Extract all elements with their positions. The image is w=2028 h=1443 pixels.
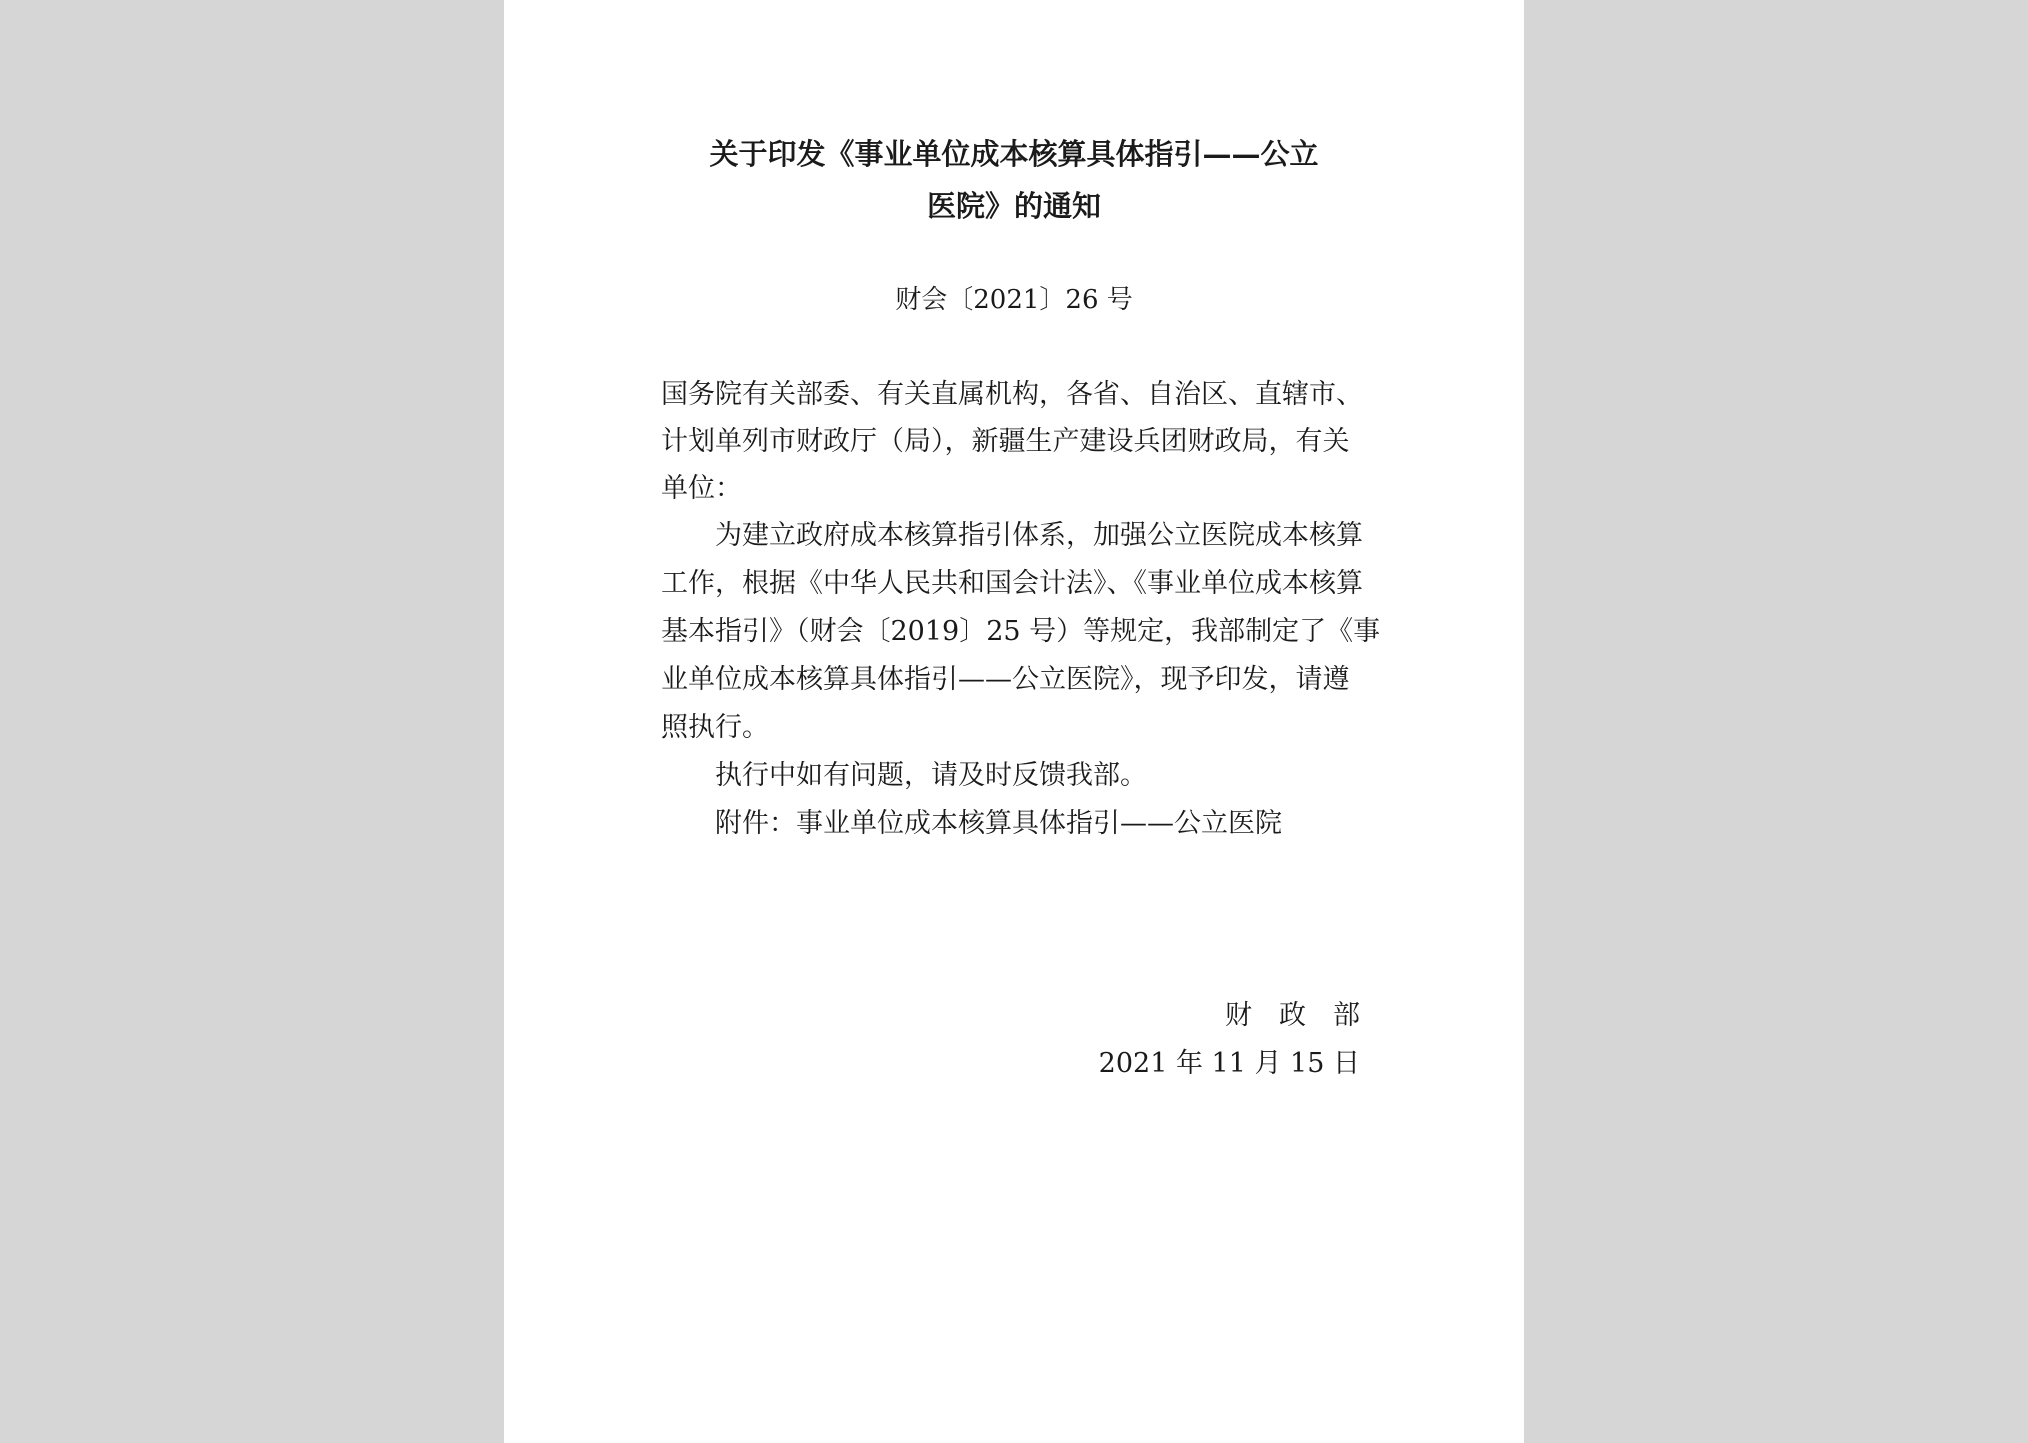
body-paragraph-1-line-4: 业单位成本核算具体指引——公立医院》，现予印发，请遵 xyxy=(661,664,1350,695)
document-title-line-2: 医院》的通知 xyxy=(926,189,1101,223)
signature-issuer: 财 政 部 xyxy=(1225,1000,1360,1031)
body-paragraph-1-line-1: 为建立政府成本核算指引体系，加强公立医院成本核算 xyxy=(715,520,1363,551)
body-paragraph-1-line-5: 照执行。 xyxy=(661,712,769,743)
attachment-line: 附件：事业单位成本核算具体指引——公立医院 xyxy=(715,808,1282,839)
addressee-line-3: 单位： xyxy=(661,473,742,504)
document-page xyxy=(504,0,1524,1443)
document-number: 财会〔2021〕26 号 xyxy=(895,285,1133,315)
addressee-line-2: 计划单列市财政厅（局），新疆生产建设兵团财政局，有关 xyxy=(661,426,1350,457)
body-paragraph-1-line-3: 基本指引》（财会〔2019〕25 号）等规定，我部制定了《事 xyxy=(661,616,1381,647)
signature-date: 2021 年 11 月 15 日 xyxy=(1098,1048,1360,1079)
body-paragraph-1-line-2: 工作，根据《中华人民共和国会计法》、《事业单位成本核算 xyxy=(661,568,1363,599)
addressee-line-1: 国务院有关部委、有关直属机构，各省、自治区、直辖市、 xyxy=(661,379,1363,410)
body-paragraph-2: 执行中如有问题，请及时反馈我部。 xyxy=(715,760,1147,791)
document-title-line-1: 关于印发《事业单位成本核算具体指引——公立 xyxy=(709,137,1319,171)
